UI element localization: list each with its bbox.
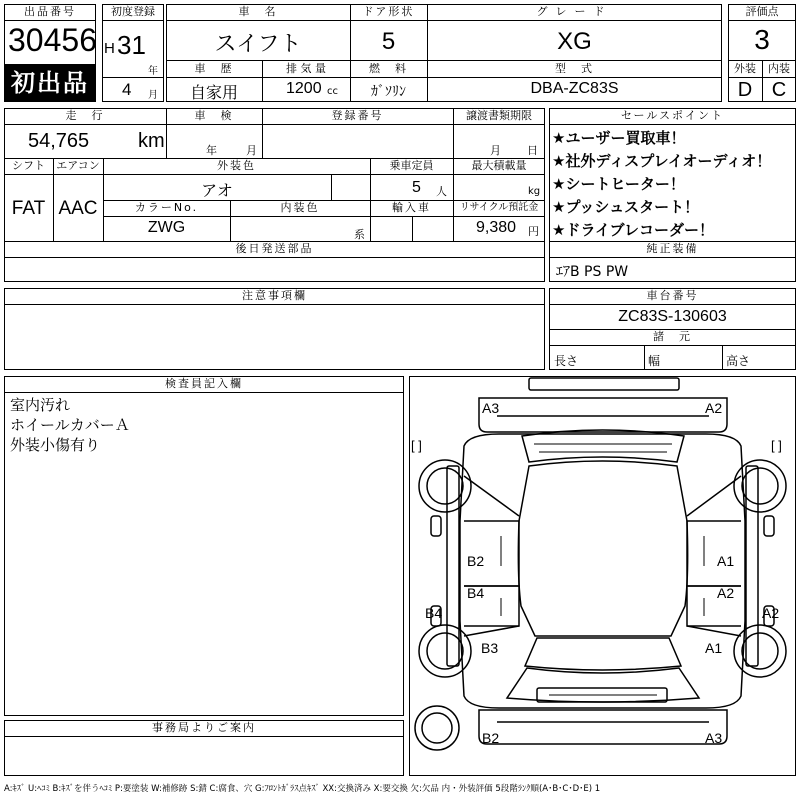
- sales-points-label: セールスポイント: [620, 109, 724, 122]
- import-label: 輸入車: [392, 201, 431, 214]
- fuel-label: 燃 料: [369, 62, 408, 75]
- aircon-value: AAC: [58, 198, 98, 219]
- first-registration-label: 初度登録: [111, 5, 155, 18]
- damage-mark: B2: [467, 553, 485, 569]
- history-value: 自家用: [189, 83, 238, 102]
- sales-point: ★社外ディスプレイオーディオ！: [552, 152, 772, 170]
- sales-point: ★ドライブレコーダー！: [552, 221, 714, 239]
- displacement-unit: cc: [327, 86, 338, 97]
- grade-label: グレード: [536, 5, 613, 18]
- rear-window: [522, 430, 684, 462]
- interior-color-label: 内装色: [280, 201, 320, 214]
- mileage-value: 54,765: [28, 130, 90, 152]
- displacement-label: 排 気 量: [286, 62, 326, 75]
- aircon-label: エアコン: [56, 159, 100, 172]
- recycle-unit: 円: [528, 225, 539, 238]
- score-value: 3: [754, 24, 770, 55]
- exterior-color-value: アオ: [201, 181, 233, 200]
- sales-point: ★ユーザー買取車！: [552, 129, 686, 147]
- damage-mark: A3: [482, 400, 500, 416]
- inspection-label: 車 検: [194, 109, 234, 122]
- damage-mark: A1: [705, 640, 723, 656]
- color-no-label: カラーNo.: [134, 201, 199, 214]
- interior-grade-label: 内装: [768, 62, 790, 75]
- fuel-value: ｶﾞｿﾘﾝ: [371, 84, 406, 100]
- sales-points-list: [552, 127, 771, 242]
- car-name-label: 車 名: [238, 5, 278, 18]
- car-diagram: [409, 376, 796, 776]
- color-no-value: ZWG: [147, 219, 186, 236]
- transfer-day-unit: 日: [527, 144, 538, 157]
- inspection-year-unit: 年: [206, 144, 217, 157]
- body-outline: [460, 434, 745, 708]
- max-load-label: 最大積載量: [471, 159, 527, 172]
- mileage-label: 走 行: [65, 109, 105, 122]
- width-label: 幅: [648, 354, 661, 368]
- inspector-label: 検査員記入欄: [165, 377, 243, 390]
- rear-bumper-top: [529, 378, 679, 390]
- genuine-equipment-value: ｴｱB PS PW: [556, 264, 629, 280]
- recycle-value: 9,380: [476, 219, 517, 236]
- notes-label: 注意事項欄: [242, 289, 307, 302]
- damage-mark: B2: [482, 730, 500, 746]
- transfer-deadline-label: 譲渡書類期限: [466, 109, 532, 122]
- front-window: [525, 638, 681, 670]
- roof-outline: [518, 461, 687, 636]
- shift-value: FAT: [11, 198, 46, 219]
- shift-label: シフト: [12, 159, 45, 172]
- damage-mark: B3: [481, 640, 499, 656]
- length-label: 長さ: [554, 354, 579, 368]
- inspection-month-unit: 月: [246, 144, 257, 157]
- hood: [507, 668, 699, 702]
- damage-mark: B4: [467, 585, 485, 601]
- left-sill: [447, 466, 459, 666]
- transfer-month-unit: 月: [490, 144, 501, 157]
- model-value: DBA-ZC83S: [530, 80, 619, 97]
- later-parts-label: 後日発送部品: [235, 242, 314, 255]
- history-label: 車 歴: [194, 62, 234, 75]
- model-label: 型 式: [555, 62, 594, 75]
- era-letter: H: [104, 40, 115, 57]
- car-name: スイフト: [214, 32, 302, 57]
- inspector-note: 外装小傷有り: [10, 436, 101, 454]
- legend-text: A:ｷｽﾞ U:ﾍｺﾐ B:ｷｽﾞを伴うﾍｺﾐ P:要塗装 W:補修跡 S:錆 C:腐食、穴 G:ﾌﾛﾝﾄｶﾞﾗｽ点ｷｽﾞ XX:交換済み X:要交換 欠:欠品 内・外装評価 5段階ﾗﾝｸ順(A･B･C･D･E) 1: [4, 784, 601, 794]
- max-load-unit: kg: [528, 186, 541, 197]
- inspector-note: 室内汚れ: [10, 396, 71, 414]
- registration-month: 4: [122, 80, 132, 99]
- bracket-left: [ ]: [411, 438, 422, 453]
- rear-panel: [479, 398, 727, 432]
- dimensions-label: 諸 元: [653, 330, 692, 343]
- exterior-color-label: 外装色: [217, 159, 256, 172]
- mileage-unit: km: [138, 130, 165, 152]
- door-label: ドア形状: [362, 5, 415, 18]
- exterior-grade-value: D: [737, 79, 753, 101]
- capacity-value: 5: [412, 179, 421, 196]
- capacity-label: 乗車定員: [389, 159, 434, 172]
- damage-mark: A2: [705, 400, 723, 416]
- grade-value: XG: [557, 28, 592, 55]
- plate-label: 登録番号: [331, 109, 384, 122]
- damage-mark: A1: [717, 553, 735, 569]
- genuine-equipment-label: 純正装備: [646, 242, 699, 255]
- year-unit: 年: [148, 66, 158, 77]
- score-label: 評価点: [745, 5, 779, 18]
- damage-mark: A3: [705, 730, 723, 746]
- inspector-notes: [10, 395, 130, 455]
- office-label: 事務局よりご案内: [152, 721, 256, 734]
- inspector-note: ホイールカバーＡ: [10, 416, 130, 434]
- bracket-right: [ ]: [771, 438, 782, 453]
- damage-mark: A2: [762, 605, 780, 621]
- lot-number: 30456: [8, 22, 97, 58]
- right-sill: [746, 466, 758, 666]
- recycle-label: リサイクル預託金: [459, 202, 539, 213]
- left-mirror: [431, 516, 441, 536]
- interior-grade-value: C: [771, 79, 787, 101]
- height-label: 高さ: [726, 354, 751, 368]
- interior-color-unit: 系: [354, 228, 365, 241]
- exterior-grade-label: 外装: [734, 62, 756, 75]
- displacement-value: 1200: [286, 80, 322, 97]
- damage-mark: A2: [717, 585, 735, 601]
- first-listing-badge: 初出品: [4, 64, 96, 102]
- capacity-unit: 人: [436, 185, 447, 198]
- right-mirror: [764, 516, 774, 536]
- chassis-number: ZC83S-130603: [618, 308, 727, 325]
- front-panel: [479, 710, 727, 744]
- sales-point: ★プッシュスタート！: [552, 198, 700, 216]
- damage-mark: B4: [425, 605, 443, 621]
- registration-year: 31: [117, 30, 146, 60]
- lot-number-label: 出品番号: [24, 5, 76, 18]
- month-unit: 月: [148, 90, 158, 101]
- sales-point: ★シートヒーター！: [552, 175, 685, 193]
- door-value: 5: [381, 28, 396, 55]
- chassis-label: 車台番号: [646, 289, 699, 302]
